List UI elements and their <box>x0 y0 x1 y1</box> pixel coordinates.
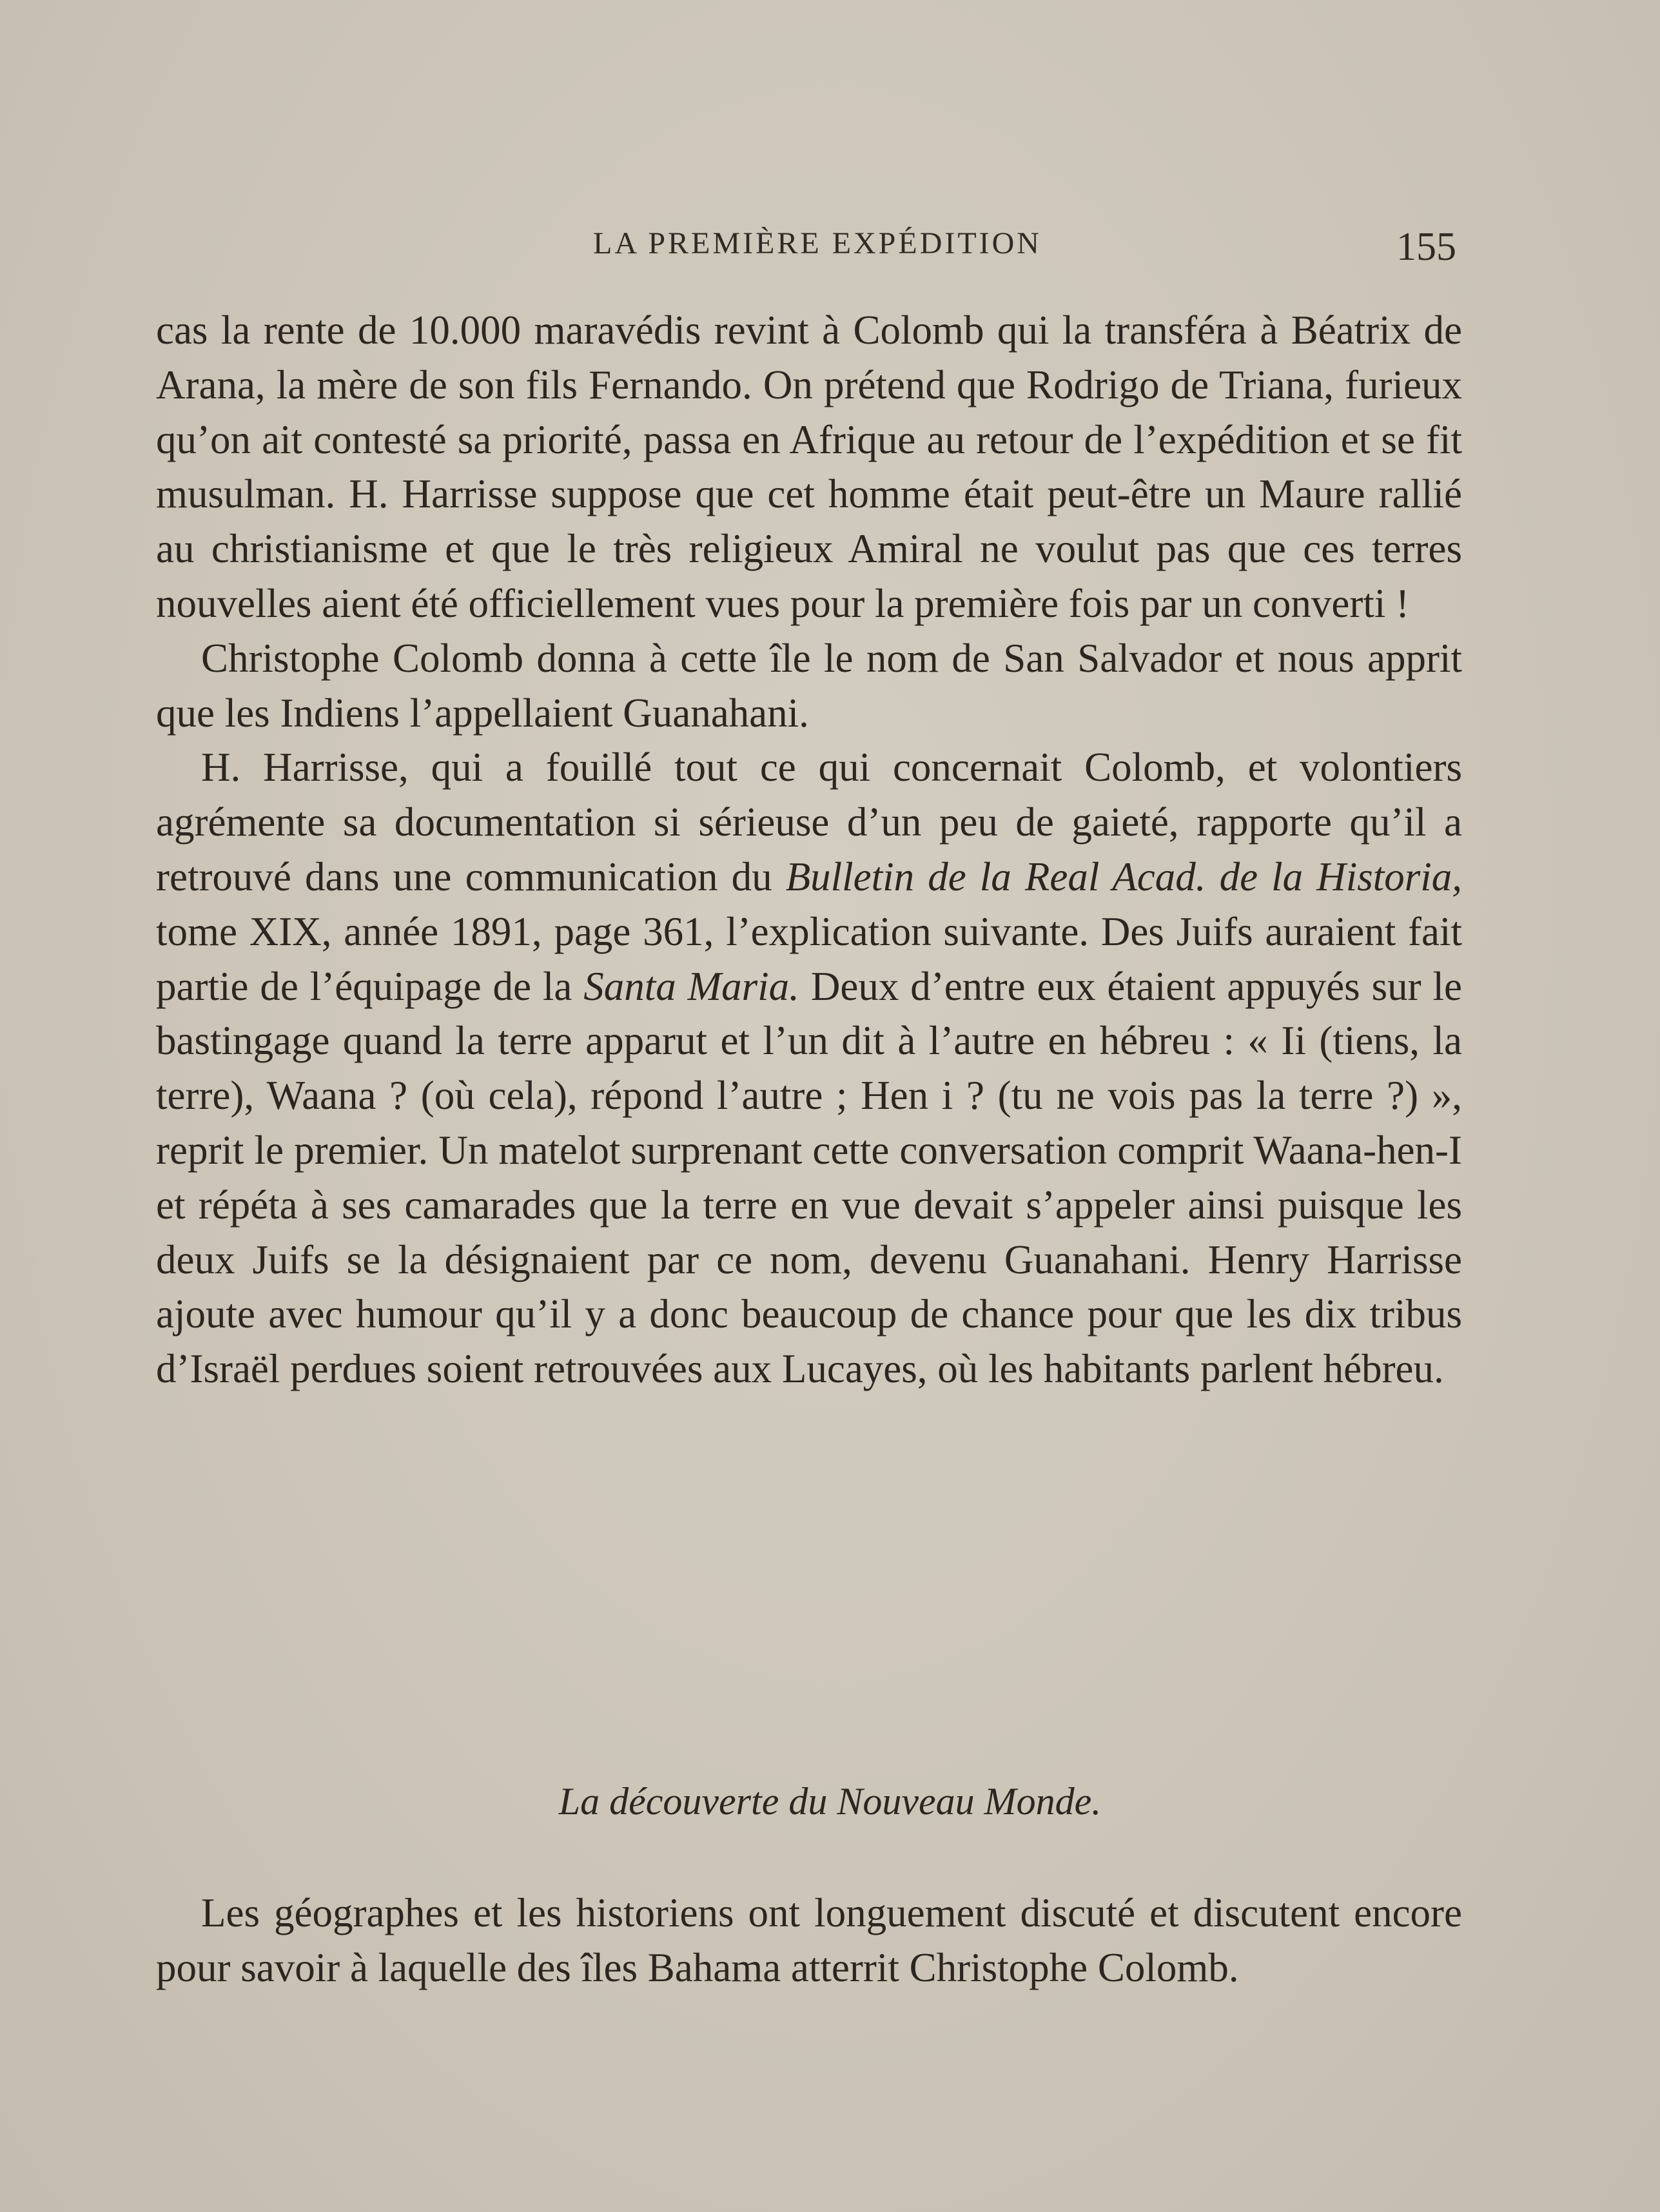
paragraph-bahama: Les géographes et les historiens ont longuement discuté et discutent encore pour savoir à laquelle des îles Bahama atterrit Christophe Colomb. <box>156 1890 1462 1990</box>
journal-title: Bulletin de la Real Acad. de la Historia, <box>785 854 1463 899</box>
paragraph-harrisse-anecdote <box>156 740 1462 1396</box>
paragraph-san-salvador: Christophe Colomb donna à cette île le nom de San Salvador et nous apprit que les Indiens l’appellaient Guanahani. <box>156 635 1462 736</box>
page-number: 155 <box>1396 225 1456 269</box>
paragraph-text: Deux d’entre eux étaient appuyés sur le bastingage quand la terre apparut et l’un dit à l’autre en hébreu : « Ii (tiens, la terre), Waana ? (où cela), répond l’autre ; Hen i ? (tu ne vois pas la terre ?) », reprit le premier. Un matelot surprenant cette conversation comprit Waana-hen-I et répéta à ses camarades que la terre en vue devait s’appeler ainsi puisque les deux Juifs se la désignaient par ce nom, devenu Guanahani. Henry Harrisse ajoute avec humour qu’il y a donc beaucoup de chance pour que les dix tribus d’Israël perdues soient retrouvées aux Lucayes, où les habitants parlent hébreu. <box>156 963 1462 1392</box>
paragraph-text: H. Harrisse, qui a fouillé tout ce qui concernait Colomb, et volontiers agrémente sa documentation si sérieuse d’un peu de gaieté, rapporte qu’il a retrouvé dans une communication du <box>156 745 1462 899</box>
section-heading: La découverte du Nouveau Monde. <box>558 1780 1102 1823</box>
running-head: LA PREMIÈRE EXPÉDITION <box>593 226 1042 260</box>
paragraph-continuation: cas la rente de 10.000 maravédis revint à Colomb qui la transféra à Béatrix de Arana, la mère de son fils Fernando. On prétend que Rodrigo de Triana, furieux qu’on ait contesté sa priorité, passa en Afrique au retour de l’expédition et se fit musulman. H. Harrisse suppose que cet homme était peut-être un Maure rallié au christianisme et que le très religieux Amiral ne voulut pas que ces terres nouvelles aient été officiellement vues pour la première fois par un converti ! <box>156 308 1462 626</box>
ship-name: Santa Maria. <box>583 963 799 1009</box>
paragraph-text: tome XIX, année 1891, page 361, l’explication suivante. Des Juifs auraient fait partie de l’équipage de la <box>156 908 1462 1009</box>
main-text <box>156 303 1462 1396</box>
section-text <box>156 1886 1462 1995</box>
